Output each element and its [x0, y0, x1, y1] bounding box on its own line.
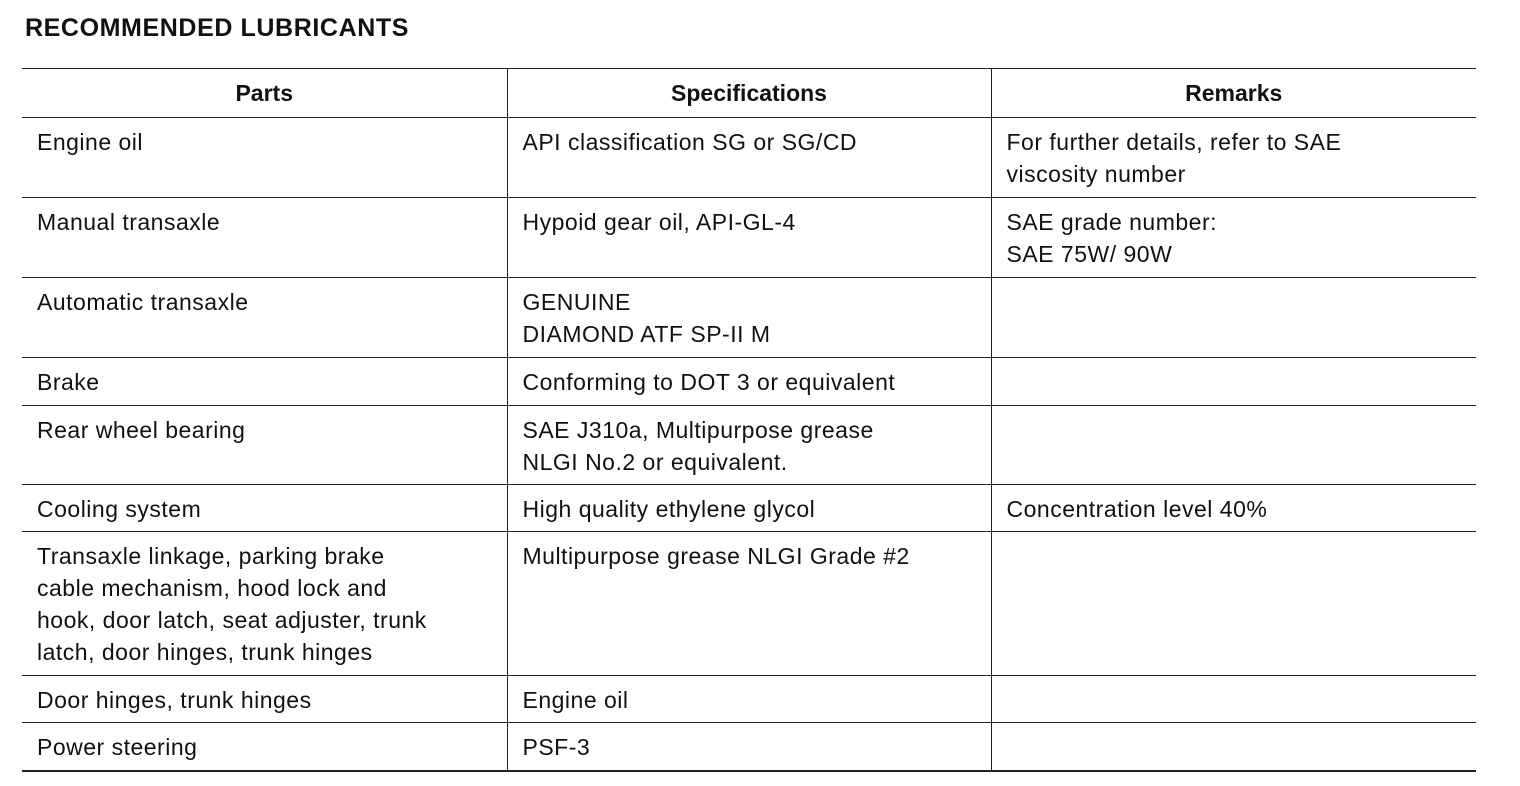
- part-cell: Door hinges, trunk hinges: [22, 676, 507, 723]
- part-cell: Transaxle linkage, parking brake cable mechanism, hood lock and hook, door latch, seat adjuster, trunk latch, door hinges, trunk hinges: [22, 532, 507, 676]
- remark-cell: [991, 278, 1476, 358]
- part-cell: Manual transaxle: [22, 198, 507, 278]
- remark-cell: SAE grade number: SAE 75W/ 90W: [991, 198, 1476, 278]
- table-row: [22, 358, 1476, 406]
- column-header-specifications: Specifications: [507, 69, 991, 118]
- table-row: [22, 723, 1476, 771]
- part-cell: Cooling system: [22, 485, 507, 532]
- column-header-remarks: Remarks: [991, 69, 1476, 118]
- table-row: [22, 485, 1476, 532]
- remark-cell: For further details, refer to SAE viscosity number: [991, 118, 1476, 198]
- table-row: [22, 676, 1476, 723]
- part-cell: Automatic transaxle: [22, 278, 507, 358]
- table-row: [22, 278, 1476, 358]
- remark-cell: [991, 406, 1476, 485]
- part-cell: Brake: [22, 358, 507, 406]
- specification-cell: GENUINE DIAMOND ATF SP-II M: [507, 278, 991, 358]
- remark-cell: [991, 532, 1476, 676]
- specification-cell: Engine oil: [507, 676, 991, 723]
- part-cell: Engine oil: [22, 118, 507, 198]
- remark-cell: [991, 358, 1476, 406]
- specification-cell: Conforming to DOT 3 or equivalent: [507, 358, 991, 406]
- specification-cell: PSF-3: [507, 723, 991, 771]
- remark-cell: [991, 676, 1476, 723]
- lubricants-table: [22, 68, 1476, 772]
- table-row: [22, 532, 1476, 676]
- specification-cell: High quality ethylene glycol: [507, 485, 991, 532]
- table-row: [22, 118, 1476, 198]
- part-cell: Power steering: [22, 723, 507, 771]
- specification-cell: API classification SG or SG/CD: [507, 118, 991, 198]
- remark-cell: [991, 723, 1476, 771]
- remark-cell: Concentration level 40%: [991, 485, 1476, 532]
- column-header-parts: Parts: [22, 69, 507, 118]
- table-header-row: [22, 69, 1476, 118]
- specification-cell: Multipurpose grease NLGI Grade #2: [507, 532, 991, 676]
- table-row: [22, 198, 1476, 278]
- page-title: RECOMMENDED LUBRICANTS: [25, 14, 410, 42]
- specification-cell: SAE J310a, Multipurpose grease NLGI No.2 or equivalent.: [507, 406, 991, 485]
- specification-cell: Hypoid gear oil, API-GL-4: [507, 198, 991, 278]
- part-cell: Rear wheel bearing: [22, 406, 507, 485]
- table-row: [22, 406, 1476, 485]
